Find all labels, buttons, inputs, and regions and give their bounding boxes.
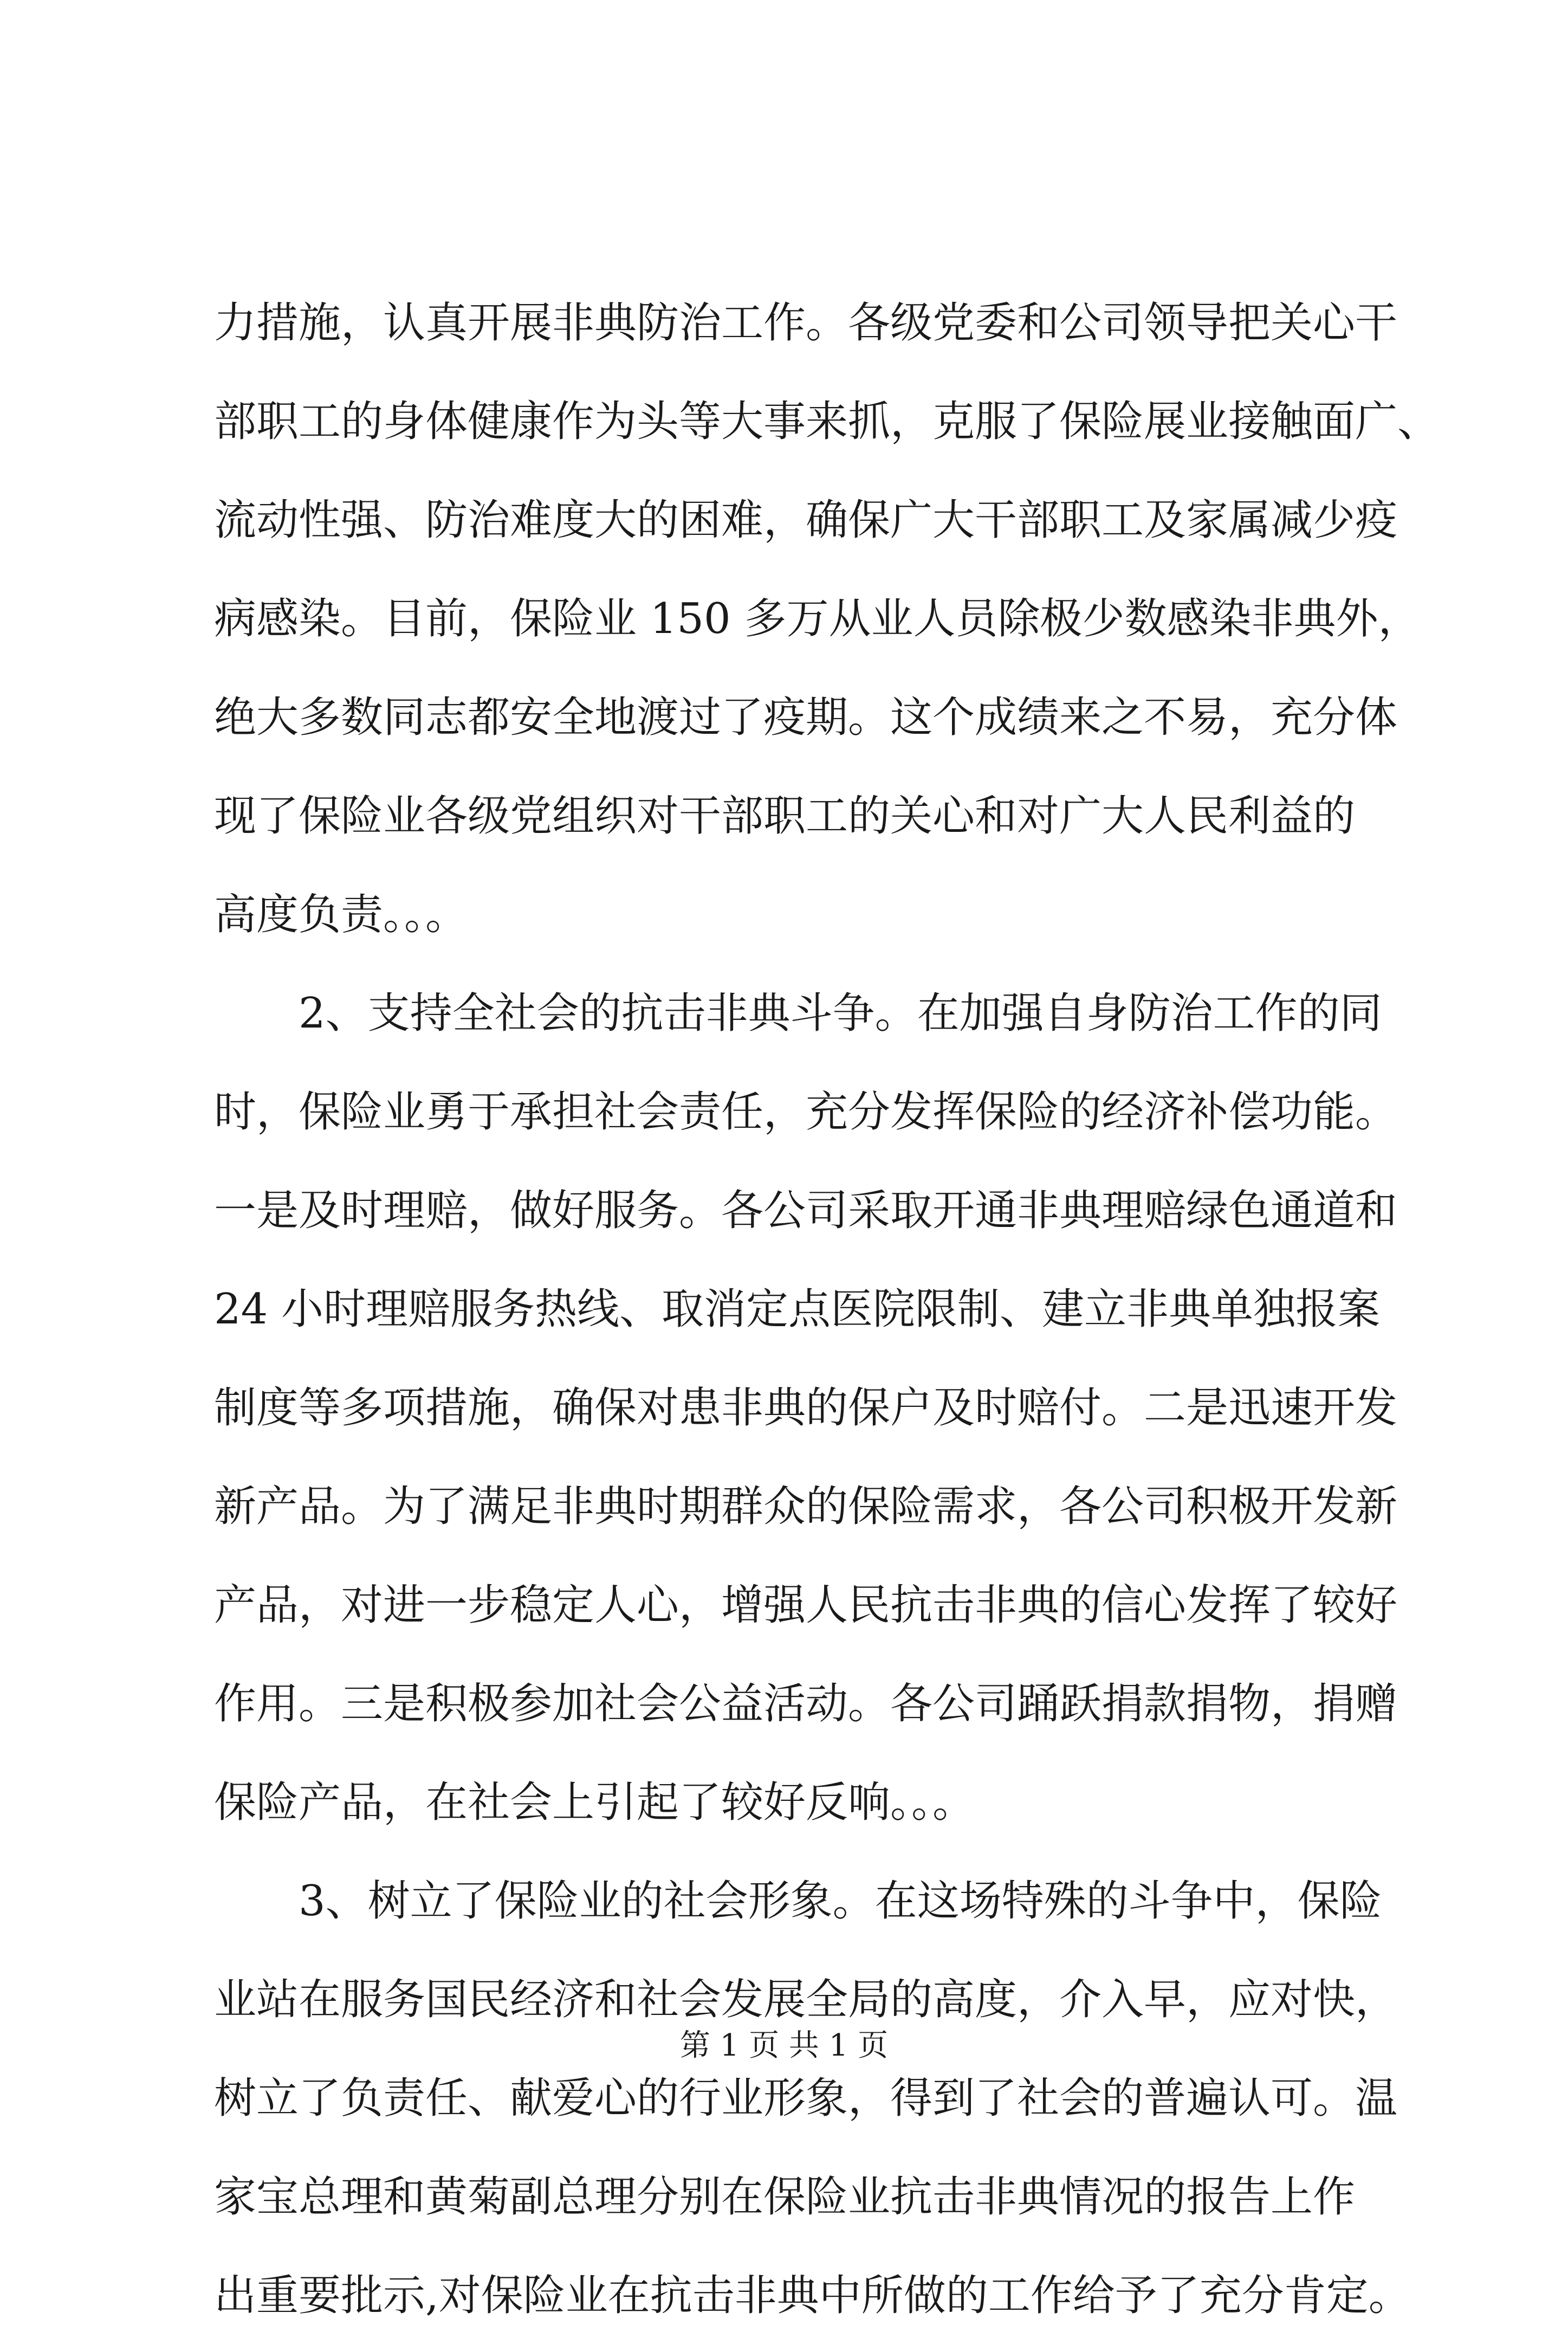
text-line-12: 制度等多项措施，确保对患非典的保户及时赔付。二是迅速开发 (214, 1384, 1398, 1432)
text-line-2: 部职工的身体健康作为头等大事来抓，克服了保险展业接触面广、 (214, 397, 1440, 446)
text-line-11: 24 小时理赔服务热线、取消定点医院限制、建立非典单独报案 (214, 1285, 1381, 1334)
text-line-3: 流动性强、防治难度大的困难，确保广大干部职工及家属减少疫 (214, 496, 1398, 545)
text-line-9: 时，保险业勇于承担社会责任，充分发挥保险的经济补偿功能。 (214, 1088, 1398, 1136)
text-line-6: 现了保险业各级党组织对干部职工的关心和对广大人民利益的 (214, 792, 1356, 841)
paragraph-3-start: 3、树立了保险业的社会形象。在这场特殊的斗争中，保险 (299, 1877, 1382, 1926)
text-line-18: 业站在服务国民经济和社会发展全局的高度，介入早，应对快， (214, 1975, 1398, 2024)
text-line-14: 产品，对进一步稳定人心，增强人民抗击非典的信心发挥了较好 (214, 1581, 1398, 1630)
text-line-19: 树立了负责任、献爱心的行业形象，得到了社会的普遍认可。温 (214, 2074, 1398, 2123)
text-line-7: 高度负责。。。 (214, 890, 468, 939)
text-line-13: 新产品。为了满足非典时期群众的保险需求，各公司积极开发新 (214, 1482, 1398, 1531)
text-line-4: 病感染。目前，保险业 150 多万从业人员除极少数感染非典外， (214, 595, 1421, 643)
text-line-5: 绝大多数同志都安全地渡过了疫期。这个成绩来之不易，充分体 (214, 693, 1398, 742)
text-line-15: 作用。三是积极参加社会公益活动。各公司踊跃捐款捐物，捐赠 (214, 1679, 1398, 1728)
page-footer: 第 1 页 共 1 页 (679, 2028, 889, 2063)
text-line-1: 力措施，认真开展非典防治工作。各级党委和公司领导把关心干 (214, 299, 1398, 347)
paragraph-2-start: 2、支持全社会的抗击非典斗争。在加强自身防治工作的同 (299, 989, 1382, 1038)
text-line-10: 一是及时理赔，做好服务。各公司采取开通非典理赔绿色通道和 (214, 1186, 1398, 1235)
text-line-20: 家宝总理和黄菊副总理分别在保险业抗击非典情况的报告上作 (214, 2173, 1356, 2221)
text-line-16: 保险产品，在社会上引起了较好反响。。。 (214, 1778, 975, 1827)
text-line-21: 出重要批示,对保险业在抗击非典中所做的工作给予了充分肯定。 (214, 2271, 1411, 2320)
